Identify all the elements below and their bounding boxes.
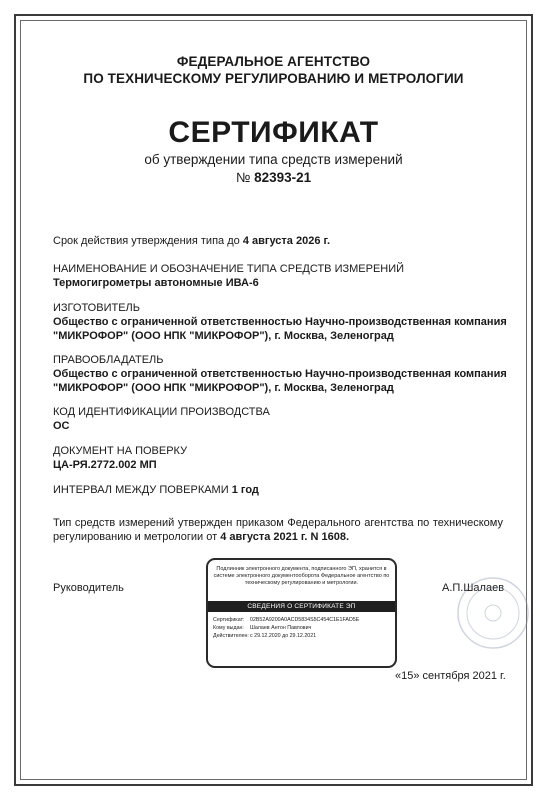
owner-label: Кому выдан: (213, 625, 244, 631)
faint-seal-icon (455, 575, 531, 651)
signatory-position: Руководитель (53, 582, 124, 594)
interval-value: 1 год (231, 484, 259, 496)
section-holder-value: Общество с ограниченной ответственностью Научно-производственная компания "МИКРОФОР" (ООО НПК "МИКРОФОР"), г. Москва, Зеленоград (53, 368, 507, 394)
approval-text: Тип средств измерений утвержден приказом Федерального агентства по техническому регулированию и метрологии от (53, 517, 503, 543)
number-value: 82393-21 (254, 170, 312, 185)
section-manufacturer-value: Общество с ограниченной ответственностью Научно-производственная компания "МИКРОФОР" (ООО НПК "МИКРОФОР"), г. Москва, Зеленоград (53, 316, 507, 342)
section-manufacturer-heading: ИЗГОТОВИТЕЛЬ (53, 302, 140, 314)
validity-label: Срок действия утверждения типа до (53, 235, 240, 247)
validity-line (53, 234, 503, 248)
cert-label: Сертификат: (213, 617, 245, 623)
e-signature-valid-row (213, 633, 393, 640)
section-verification-value: ЦА-РЯ.2772.002 МП (53, 459, 157, 471)
issue-date: «15» сентября 2021 г. (395, 670, 506, 682)
e-signature-header: СВЕДЕНИЯ О СЕРТИФИКАТЕ ЭП (208, 601, 395, 612)
number-prefix: № (235, 170, 251, 185)
e-signature-owner-row (213, 625, 393, 632)
section-name-heading: НАИМЕНОВАНИЕ И ОБОЗНАЧЕНИЕ ТИПА СРЕДСТВ ИЗМЕРЕНИЙ (53, 263, 405, 275)
owner-value: Шалаев Антон Павлович (250, 625, 312, 631)
e-signature-note: Подлинник электронного документа, подписанного ЭП, хранится в системе электронного документооборота Федеральное агентство по техническому регулированию и метрологии. (213, 566, 390, 586)
agency-name-line1: ФЕДЕРАЛЬНОЕ АГЕНТСТВО (176, 54, 371, 69)
approval-paragraph (53, 516, 503, 544)
validity-date: 4 августа 2026 г. (242, 235, 331, 247)
certificate-number (0, 170, 547, 185)
valid-value: с 29.12.2020 до 29.12.2021 (250, 633, 317, 639)
approval-date: 4 августа 2021 г. N 1608. (220, 531, 350, 543)
section-name-value: Термогигрометры автономные ИВА-6 (53, 277, 259, 289)
section-code-value: ОС (53, 420, 70, 432)
valid-label: Действителен: (213, 633, 249, 639)
section-holder-heading: ПРАВООБЛАДАТЕЛЬ (53, 354, 164, 366)
signatory-name: А.П.Шалаев (442, 582, 505, 594)
section-verification-heading: ДОКУМЕНТ НА ПОВЕРКУ (53, 445, 188, 457)
section-code-heading: КОД ИДЕНТИФИКАЦИИ ПРОИЗВОДСТВА (53, 406, 270, 418)
e-signature-stamp (206, 558, 397, 668)
document-title: СЕРТИФИКАТ (168, 116, 379, 149)
document-subtitle: об утверждении типа средств измерений (144, 152, 403, 167)
agency-name-line2: ПО ТЕХНИЧЕСКОМУ РЕГУЛИРОВАНИЮ И МЕТРОЛОГИИ (83, 71, 464, 86)
interval-label: ИНТЕРВАЛ МЕЖДУ ПОВЕРКАМИ (53, 484, 229, 496)
e-signature-cert-row (213, 617, 393, 624)
cert-value: 02B52A9200A0ACD5834S5C454C1E1FAD5E (250, 617, 360, 623)
interval-line (53, 483, 503, 497)
